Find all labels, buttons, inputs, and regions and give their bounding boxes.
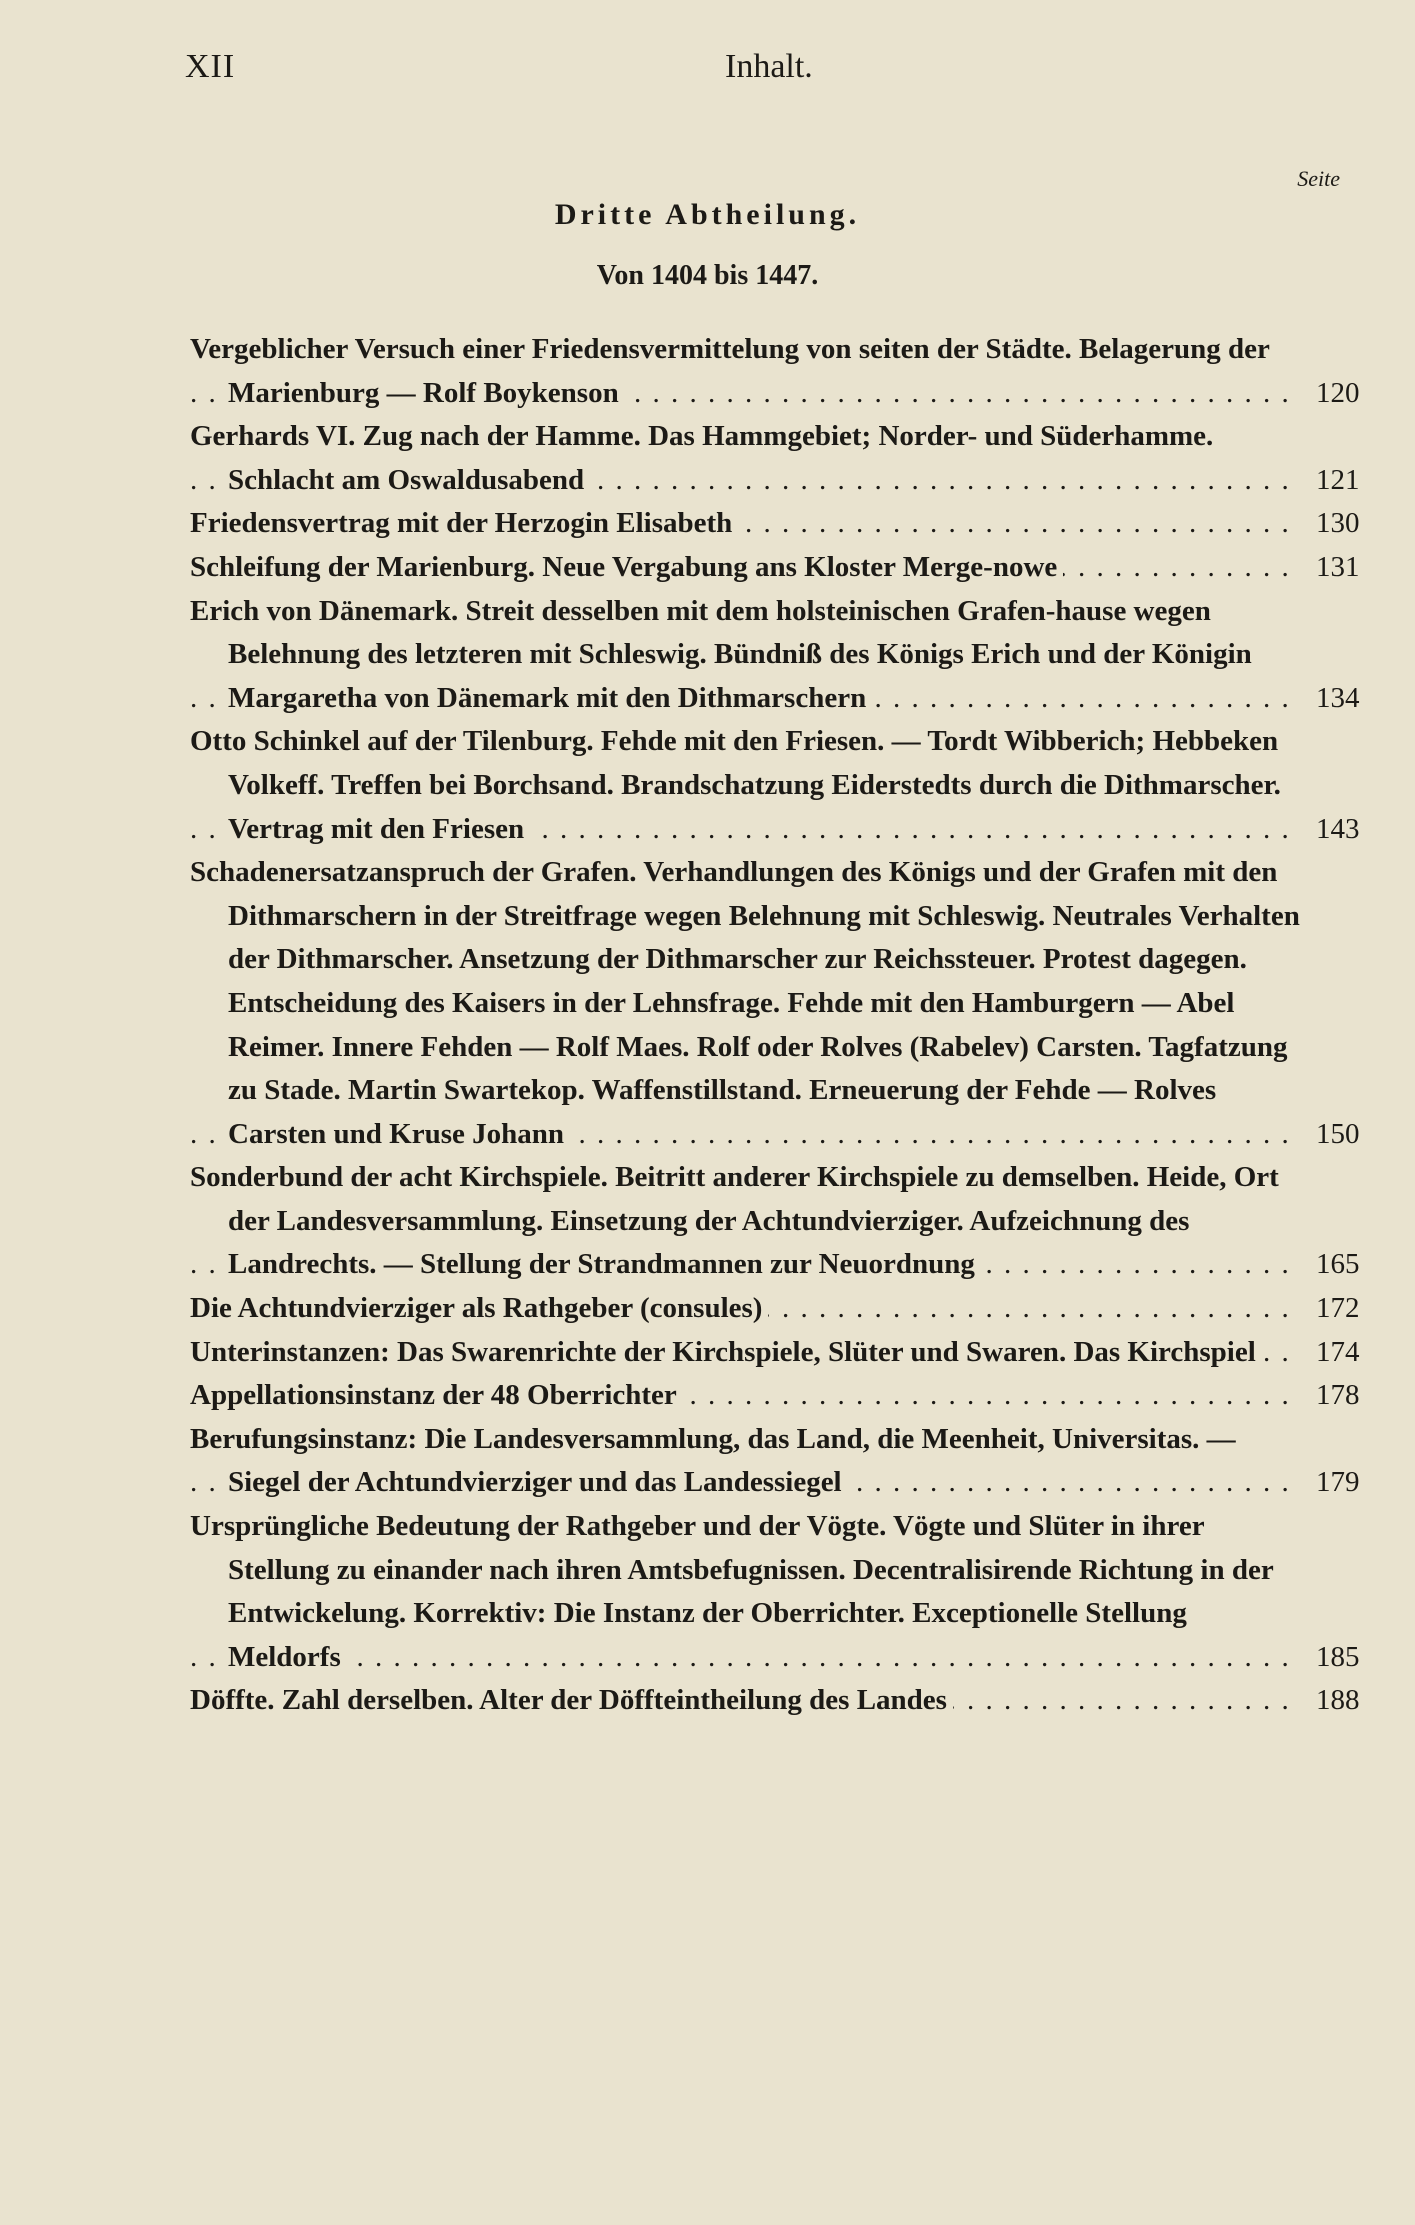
section-year-range: Von 1404 bis 1447. [596,260,819,291]
toc-entry-page: 188 [1316,1684,1360,1717]
toc-entry-page: 165 [1316,1248,1360,1281]
toc-entry-text: Erich von Dänemark. Streit desselben mit dem holsteinischen Grafen-hause wegen Belehnung des letzteren mit Schleswig. Bündniß des Königs Erich und der Königin Margaretha von Dänemark mit den Dithmarschern [190,594,1252,714]
toc-entry[interactable] [190,328,1380,415]
toc-entry-text: Schleifung der Marienburg. Neue Vergabung ans Kloster Merge-nowe [190,551,1063,583]
toc-entry-text: Die Achtundvierziger als Rathgeber (consules) [190,1292,768,1324]
toc-entry-text: Vergeblicher Versuch einer Friedensvermittelung von seiten der Städte. Belagerung der Marienburg — Rolf Boykenson [190,333,1270,409]
page-header [185,48,1380,191]
table-of-contents [190,328,1380,1723]
toc-entry[interactable] [190,1374,1380,1418]
page-number: XII [185,48,236,85]
toc-entry-text: Unterinstanzen: Das Swarenrichte der Kirchspiele, Slüter und Swaren. Das Kirchspiel [190,1336,1262,1368]
toc-entry-page: 150 [1316,1117,1360,1150]
toc-entry-text: Appellationsinstanz der 48 Oberrichter [190,1379,683,1411]
toc-entry-text: Sonderbund der acht Kirchspiele. Beitritt anderer Kirchspiele zu demselben. Heide, Ort der Landesversammlung. Einsetzung der Achtundvierziger. Aufzeichnung des Landrechts. — Stellung der Strandmannen zur Neuordnung [190,1161,1279,1281]
toc-entry-page: 185 [1316,1640,1360,1673]
toc-entry-page: 172 [1316,1292,1360,1325]
toc-entry-text: Berufungsinstanz: Die Landesversammlung, das Land, die Meenheit, Universitas. — Siegel der Achtundvierziger und das Landessiegel [190,1422,1236,1499]
toc-entry-text: Otto Schinkel auf der Tilenburg. Fehde mit den Friesen. — Tordt Wibberich; Hebbeken Volkeff. Treffen bei Borchsand. Brandschatzung Eiderstedts durch die Dithmarscher. Vertrag mit den Friesen [190,725,1281,845]
toc-entry-text: Döffte. Zahl derselben. Alter der Döffteintheilung des Landes [190,1684,953,1716]
toc-entry[interactable] [190,1418,1380,1505]
page-column-label: Seite [1297,166,1340,191]
toc-entry-text: Gerhards VI. Zug nach der Hamme. Das Hammgebiet; Norder- und Süderhamme. Schlacht am Oswaldusabend [190,420,1214,496]
toc-entry-text: Schadenersatzanspruch der Grafen. Verhandlungen des Königs und der Grafen mit den Dithmarschern in der Streitfrage wegen Belehnung mit Schleswig. Neutrales Verhalten der Dithmarscher. Ansetzung der Dithmarscher zur Reichssteuer. Protest dagegen. Entscheidung des Kaisers in der Lehnsfrage. Fehde mit den Hamburgern — Abel Reimer. Innere Fehden — Rolf Maes. Rolf oder Rolves (Rabelev) Carsten. Tagfatzung zu Stade. Martin Swartekop. Waffenstillstand. Erneuerung der Fehde — Rolves Carsten und Kruse Johann [190,856,1300,1150]
toc-entry[interactable] [190,546,1380,590]
toc-entry[interactable] [190,502,1380,546]
toc-entry-page: 174 [1316,1335,1360,1368]
toc-entry-page: 131 [1316,550,1360,583]
toc-entry-page: 143 [1316,812,1360,845]
toc-entry-page: 120 [1316,376,1360,409]
toc-entry[interactable] [190,1287,1380,1331]
toc-entry[interactable] [190,720,1380,851]
toc-entry[interactable] [190,1331,1380,1375]
toc-entry-page: 134 [1316,681,1360,714]
toc-entry-text: Friedensvertrag mit der Herzogin Elisabeth [190,507,738,539]
toc-entry-page: 179 [1316,1466,1360,1499]
toc-entry[interactable] [190,851,1380,1156]
toc-entry-page: 178 [1316,1379,1360,1412]
toc-entry[interactable] [190,590,1380,721]
toc-entry[interactable] [190,1505,1380,1679]
toc-entry[interactable] [190,415,1380,502]
toc-entry-page: 121 [1316,463,1360,496]
toc-entry[interactable] [190,1679,1380,1723]
toc-entry[interactable] [190,1156,1380,1287]
toc-entry-text: Ursprüngliche Bedeutung der Rathgeber und der Vögte. Vögte und Slüter in ihrer Stellung zu einander nach ihren Amtsbefugnissen. Decentralisirende Richtung in der Entwickelung. Korrektiv: Die Instanz der Oberrichter. Exceptionelle Stellung Meldorfs [190,1510,1274,1673]
section-title: Dritte Abtheilung. [554,198,861,231]
toc-entry-page: 130 [1316,507,1360,540]
running-title: Inhalt. [725,48,813,85]
dot-leader [190,1636,1300,1680]
